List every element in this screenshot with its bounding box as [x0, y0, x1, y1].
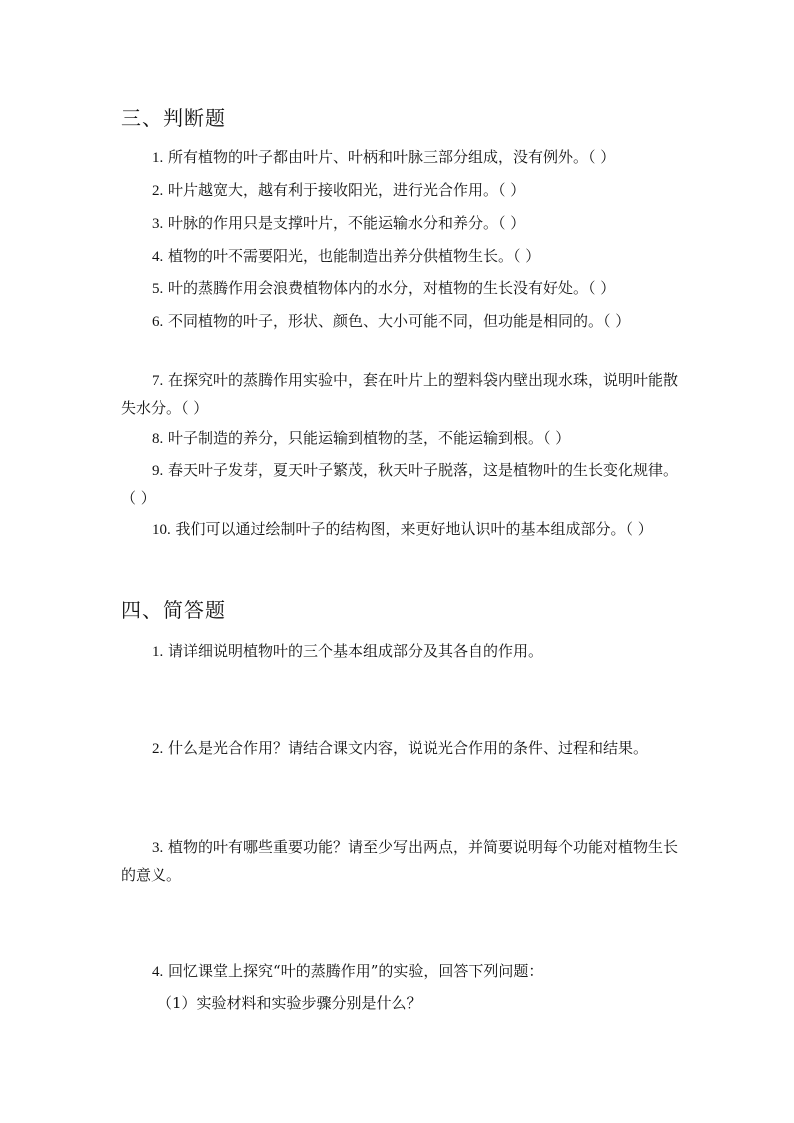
question-number: 4. [152, 249, 164, 265]
judgment-question-7 [121, 367, 681, 422]
question-number: 8. [152, 431, 164, 447]
question-text: 什么是光合作用？请结合课文内容，说说光合作用的条件、过程和结果。 [168, 739, 649, 757]
judgment-question-9 [121, 457, 681, 512]
question-number: 4. [152, 964, 164, 980]
judgment-question-3 [121, 210, 681, 238]
question-text: 在探究叶的蒸腾作用实验中，套在叶片上的塑料袋内壁出现水珠，说明叶能散失水分。（ ） [121, 371, 679, 417]
short-answer-question-4 [121, 958, 681, 986]
judgment-question-1 [121, 144, 681, 172]
question-text: 我们可以通过绘制叶子的结构图，来更好地认识叶的基本组成部分。（ ） [175, 520, 653, 538]
section-4-title: 四、简答题 [121, 598, 226, 622]
question-number: 6. [152, 314, 164, 330]
question-text: 叶的蒸腾作用会浪费植物体内的水分，对植物的生长没有好处。（ ） [168, 279, 616, 297]
question-text: 不同植物的叶子，形状、颜色、大小可能不同，但功能是相同的。（ ） [168, 312, 631, 330]
judgment-question-4 [121, 243, 681, 271]
question-text: 叶片越宽大，越有利于接收阳光，进行光合作用。（ ） [168, 181, 526, 199]
question-number: 3. [152, 216, 164, 232]
question-number: 2. [152, 183, 164, 199]
question-number: 10. [152, 522, 171, 538]
judgment-question-8 [121, 425, 681, 453]
sub-question: （1）实验材料和实验步骤分别是什么？ [157, 994, 422, 1012]
question-number: 1. [152, 150, 164, 166]
section-3-title: 三、判断题 [121, 106, 226, 130]
judgment-question-2 [121, 177, 681, 205]
question-number: 7. [152, 373, 164, 389]
question-text: 叶脉的作用只是支撑叶片，不能运输水分和养分。（ ） [168, 214, 526, 232]
judgment-question-6 [121, 308, 681, 336]
question-text: 回忆课堂上探究“叶的蒸腾作用”的实验，回答下列问题： [168, 962, 544, 980]
question-text: 所有植物的叶子都由叶片、叶柄和叶脉三部分组成，没有例外。（ ） [168, 148, 616, 166]
judgment-question-10 [121, 516, 681, 544]
short-answer-question-1 [121, 638, 681, 666]
question-number: 3. [152, 840, 164, 856]
question-text: 春天叶子发芽，夏天叶子繁茂，秋天叶子脱落，这是植物叶的生长变化规律。（ ） [121, 461, 679, 507]
question-number: 9. [152, 463, 164, 479]
question-text: 植物的叶不需要阳光，也能制造出养分供植物生长。（ ） [168, 247, 541, 265]
question-text: 叶子制造的养分，只能运输到植物的茎，不能运输到根。（ ） [168, 429, 571, 447]
question-number: 1. [152, 644, 164, 660]
question-number: 2. [152, 741, 164, 757]
question-text: 植物的叶有哪些重要功能？请至少写出两点，并简要说明每个功能对植物生长的意义。 [121, 838, 679, 884]
short-answer-question-2 [121, 735, 681, 763]
judgment-question-5 [121, 275, 681, 303]
short-answer-question-3 [121, 834, 681, 889]
question-number: 5. [152, 281, 164, 297]
question-text: 请详细说明植物叶的三个基本组成部分及其各自的作用。 [168, 642, 544, 660]
